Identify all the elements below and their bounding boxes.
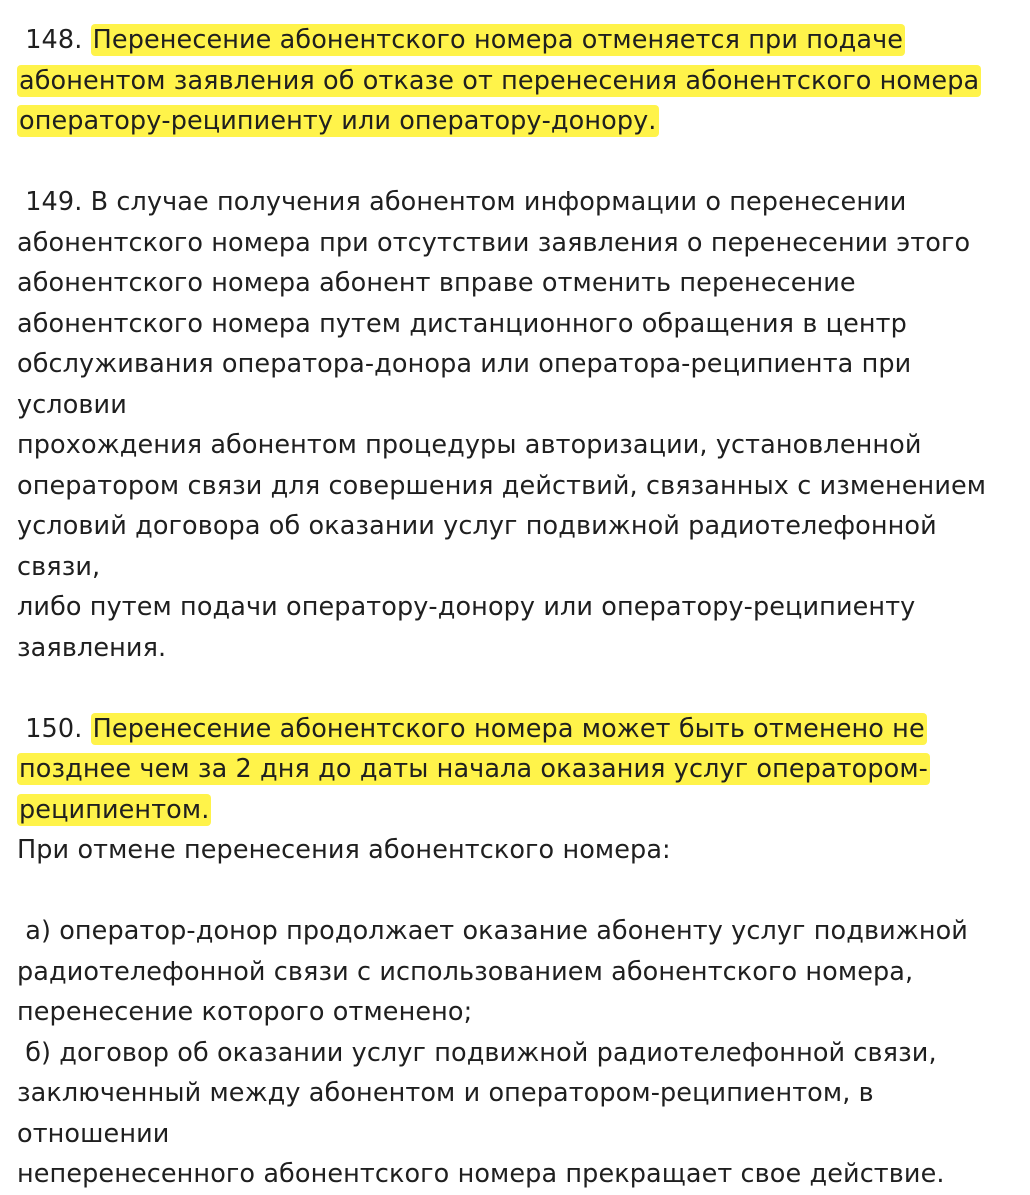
paragraph-149 [17,182,1017,668]
paragraph-149-line: абонентского номера путем дистанционного обращения в центр [17,308,907,339]
paragraph-150 [17,709,1017,871]
paragraph-150-highlighted-text: Перенесение абонентского номера может быть отменено не позднее чем за 2 дня до даты начала оказания услуг оператором-реципиентом. [19,713,928,825]
item-a-line: а) оператор-донор продолжает оказание абоненту услуг подвижной [25,916,968,946]
paragraph-149-line: абонентского номера при отсутствии заявления о перенесении этого [17,227,971,258]
item-b-line: б) договор об оказании услуг подвижной радиотелефонной связи, [25,1037,937,1068]
paragraph-149-number: 149. [25,187,83,217]
paragraph-148-highlighted-text: Перенесение абонентского номера отменяется при подаче абонентом заявления об отказе от перенесения абонентского номера оператору-реципиенту или оператору-донору. [19,25,980,136]
paragraph-148 [17,20,1017,142]
paragraph-150-after-text: При отмене перенесения абонентского номера: [17,835,671,865]
paragraph-149-line: либо путем подачи оператору-донору или оператору-реципиенту [17,592,916,622]
paragraph-149-line: обслуживания оператора-донора или оператора-реципиента при условии [17,349,912,420]
item-b-line: неперенесенного абонентского номера прекращает свое действие. [17,1159,945,1189]
paragraph-149-line: В случае получения абонентом информации о перенесении [90,187,907,217]
item-a-line: перенесение которого отменено; [17,997,473,1027]
paragraph-149-line: абонентского номера абонент вправе отменить перенесение [17,268,856,298]
paragraph-149-line: заявления. [17,632,167,663]
paragraph-149-line: условий договора об оказании услуг подвижной радиотелефонной связи, [17,511,937,582]
paragraph-150-number: 150. [25,713,83,744]
paragraph-148-number: 148. [25,25,83,55]
item-a-line: радиотелефонной связи с использованием абонентского номера, [17,956,914,987]
item-b-line: заключенный между абонентом и оператором-реципиентом, в отношении [17,1078,874,1149]
paragraph-149-line: оператором связи для совершения действий, связанных с изменением [17,470,987,501]
sub-items [17,911,1017,1195]
paragraph-149-line: прохождения абонентом процедуры авторизации, установленной [17,430,922,460]
document-body [17,20,1017,1195]
